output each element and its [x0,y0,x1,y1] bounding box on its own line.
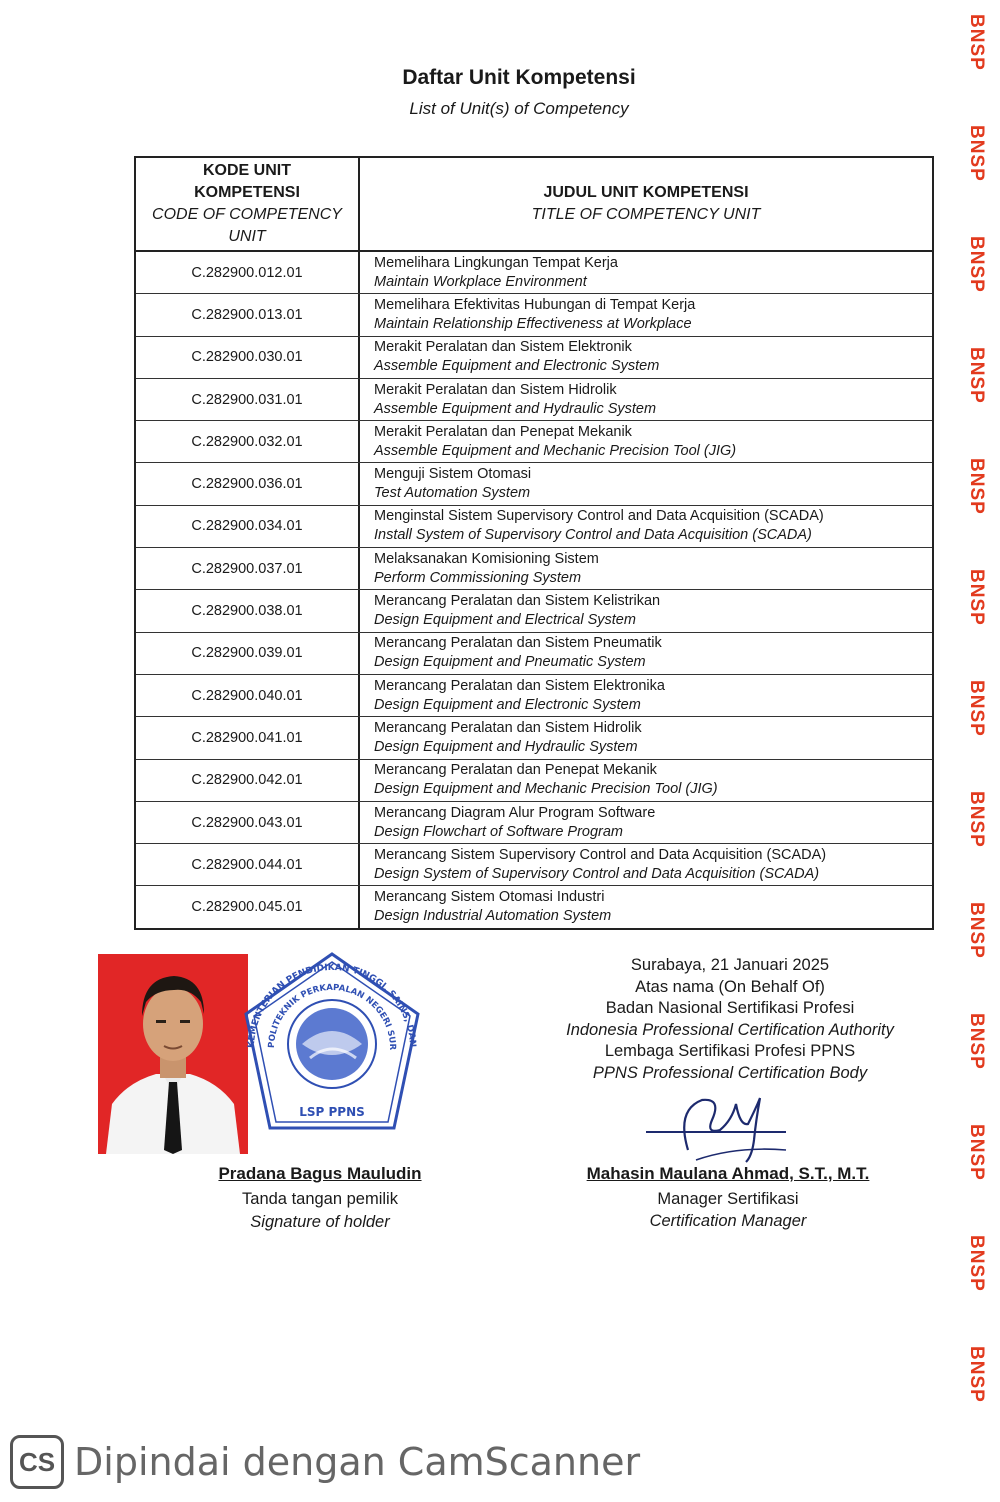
header-title-cell [360,158,932,250]
unit-title-cell [360,548,932,589]
unit-title-id: Memelihara Lingkungan Tempat Kerja [374,254,618,271]
holder-label-en: Signature of holder [250,1213,390,1231]
unit-title-en: Maintain Relationship Effectiveness at Workplace [374,315,692,332]
header-code-cell [136,158,360,250]
camscanner-watermark [10,1432,640,1492]
place-date: Surabaya, 21 Januari 2025 [630,956,830,974]
table-row [136,379,932,421]
unit-title-id: Menguji Sistem Otomasi [374,466,532,483]
table-header [136,158,932,252]
table-row [136,633,932,675]
manager-signature [636,1090,816,1166]
unit-title-cell [360,633,932,674]
signer-role-id: Manager Sertifikasi [657,1190,799,1208]
authority-block [540,955,920,1084]
unit-title-en: Assemble Equipment and Mechanic Precision Tool (JIG) [374,442,737,459]
header-code-line2: KOMPETENSI [194,184,300,201]
unit-code: C.282900.031.01 [136,379,360,420]
table-row [136,760,932,802]
unit-title-id: Merancang Peralatan dan Sistem Kelistrikan [374,593,661,610]
unit-title-cell [360,675,932,716]
unit-code: C.282900.034.01 [136,506,360,547]
unit-code: C.282900.036.01 [136,463,360,504]
unit-title-cell [360,717,932,758]
bnsp-mark: BNSP [966,1234,987,1292]
unit-title-cell [360,506,932,547]
signer-name: Mahasin Maulana Ahmad, S.T., M.T. [586,1164,870,1183]
unit-code: C.282900.012.01 [136,252,360,293]
header-code-en-line2: UNIT [228,228,266,245]
unit-title-id: Merancang Diagram Alur Program Software [374,804,656,821]
unit-title-en: Design Equipment and Pneumatic System [374,654,646,671]
unit-code: C.282900.041.01 [136,717,360,758]
holder-block [180,1164,460,1232]
unit-title-en: Design Equipment and Hydraulic System [374,738,638,755]
table-row [136,675,932,717]
unit-title-id: Merancang Peralatan dan Sistem Elektronika [374,677,665,694]
unit-title-cell [360,337,932,378]
page-title: Daftar Unit Kompetensi [402,66,636,89]
bnsp-side-strip [944,14,1000,1424]
unit-title-cell [360,886,932,927]
table-row [136,802,932,844]
stamp-inner-text: POLITEKNIK PERKAPALAN NEGERI SUR [266,982,398,1051]
bnsp-mark: BNSP [966,1123,987,1181]
unit-title-en: Assemble Equipment and Hydraulic System [374,400,657,417]
header-code-line1: KODE UNIT [203,162,291,179]
table-row [136,886,932,927]
header-title: JUDUL UNIT KOMPETENSI [543,184,749,201]
unit-title-cell [360,760,932,801]
page-subtitle: List of Unit(s) of Competency [409,99,629,118]
unit-code: C.282900.042.01 [136,760,360,801]
table-row [136,548,932,590]
unit-title-cell [360,294,932,335]
lsp-ppns-stamp [232,948,432,1148]
unit-title-id: Merakit Peralatan dan Sistem Elektronik [374,339,632,356]
bnsp-mark: BNSP [966,13,987,71]
unit-title-en: Install System of Supervisory Control and Data Acquisition (SCADA) [374,527,812,544]
table-row [136,294,932,336]
header-code-en-line1: CODE OF COMPETENCY [152,206,342,223]
stamp-ring-text: KEMENTERIAN PENDIDIKAN TINGGI, SAINS, DAN [246,962,418,1049]
unit-code: C.282900.043.01 [136,802,360,843]
unit-code: C.282900.032.01 [136,421,360,462]
bnsp-mark: BNSP [966,235,987,293]
unit-code: C.282900.044.01 [136,844,360,885]
table-body [136,252,932,928]
unit-title-id: Merancang Peralatan dan Sistem Pneumatik [374,635,662,652]
unit-title-cell [360,379,932,420]
unit-title-cell [360,844,932,885]
unit-title-en: Assemble Equipment and Electronic System [374,358,660,375]
table-row [136,463,932,505]
bnsp-mark: BNSP [966,124,987,182]
table-row [136,506,932,548]
bnsp-mark: BNSP [966,346,987,404]
unit-title-en: Design Equipment and Mechanic Precision Tool (JIG) [374,781,718,798]
table-row [136,337,932,379]
agency-en: Indonesia Professional Certification Authority [566,1020,894,1039]
unit-title-cell [360,802,932,843]
bnsp-mark: BNSP [966,679,987,737]
unit-title-en: Design System of Supervisory Control and Data Acquisition (SCADA) [374,865,820,882]
table-row [136,717,932,759]
table-row [136,590,932,632]
unit-title-en: Perform Commissioning System [374,569,582,586]
unit-title-cell [360,463,932,504]
bnsp-mark: BNSP [966,568,987,626]
unit-title-id: Merancang Peralatan dan Penepat Mekanik [374,762,657,779]
unit-title-id: Memelihara Efektivitas Hubungan di Tempat Kerja [374,296,696,313]
table-row [136,252,932,294]
agency-id: Badan Nasional Sertifikasi Profesi [605,999,855,1017]
unit-code: C.282900.038.01 [136,590,360,631]
unit-title-id: Merancang Sistem Otomasi Industri [374,889,605,906]
unit-code: C.282900.013.01 [136,294,360,335]
unit-code: C.282900.045.01 [136,886,360,927]
camscanner-text: Dipindai dengan CamScanner [74,1440,641,1484]
camscanner-logo-icon: CS [10,1435,64,1489]
body-id: Lembaga Sertifikasi Profesi PPNS [604,1042,856,1060]
stamp-label: LSP PPNS [299,1105,365,1119]
manager-block [548,1164,908,1231]
unit-title-id: Merakit Peralatan dan Penepat Mekanik [374,423,632,440]
unit-title-id: Merakit Peralatan dan Sistem Hidrolik [374,381,617,398]
body-en: PPNS Professional Certification Body [592,1063,868,1082]
unit-title-id: Melaksanakan Komisioning Sistem [374,550,599,567]
unit-code: C.282900.039.01 [136,633,360,674]
signer-role-en: Certification Manager [649,1212,807,1230]
competency-table [134,156,934,930]
unit-title-cell [360,590,932,631]
holder-label-id: Tanda tangan pemilik [242,1190,398,1208]
unit-title-en: Test Automation System [374,485,531,502]
on-behalf: Atas nama (On Behalf Of) [635,977,825,996]
bnsp-mark: BNSP [966,1012,987,1070]
unit-title-en: Maintain Workplace Environment [374,273,587,290]
holder-photo [98,954,248,1154]
unit-code: C.282900.037.01 [136,548,360,589]
unit-code: C.282900.040.01 [136,675,360,716]
unit-code: C.282900.030.01 [136,337,360,378]
table-row [136,421,932,463]
unit-title-cell [360,252,932,293]
unit-title-cell [360,421,932,462]
unit-title-id: Menginstal Sistem Supervisory Control and Data Acquisition (SCADA) [374,508,824,525]
holder-name: Pradana Bagus Mauludin [218,1164,422,1183]
bnsp-mark: BNSP [966,457,987,515]
bnsp-mark: BNSP [966,901,987,959]
unit-title-en: Design Flowchart of Software Program [374,823,624,840]
unit-title-id: Merancang Peralatan dan Sistem Hidrolik [374,719,642,736]
table-row [136,844,932,886]
bnsp-mark: BNSP [966,1345,987,1403]
unit-title-id: Merancang Sistem Supervisory Control and Data Acquisition (SCADA) [374,846,827,863]
bnsp-mark: BNSP [966,790,987,848]
header-title-en: TITLE OF COMPETENCY UNIT [531,206,761,223]
unit-title-en: Design Equipment and Electronic System [374,696,641,713]
unit-title-en: Design Industrial Automation System [374,908,612,925]
unit-title-en: Design Equipment and Electrical System [374,612,636,629]
